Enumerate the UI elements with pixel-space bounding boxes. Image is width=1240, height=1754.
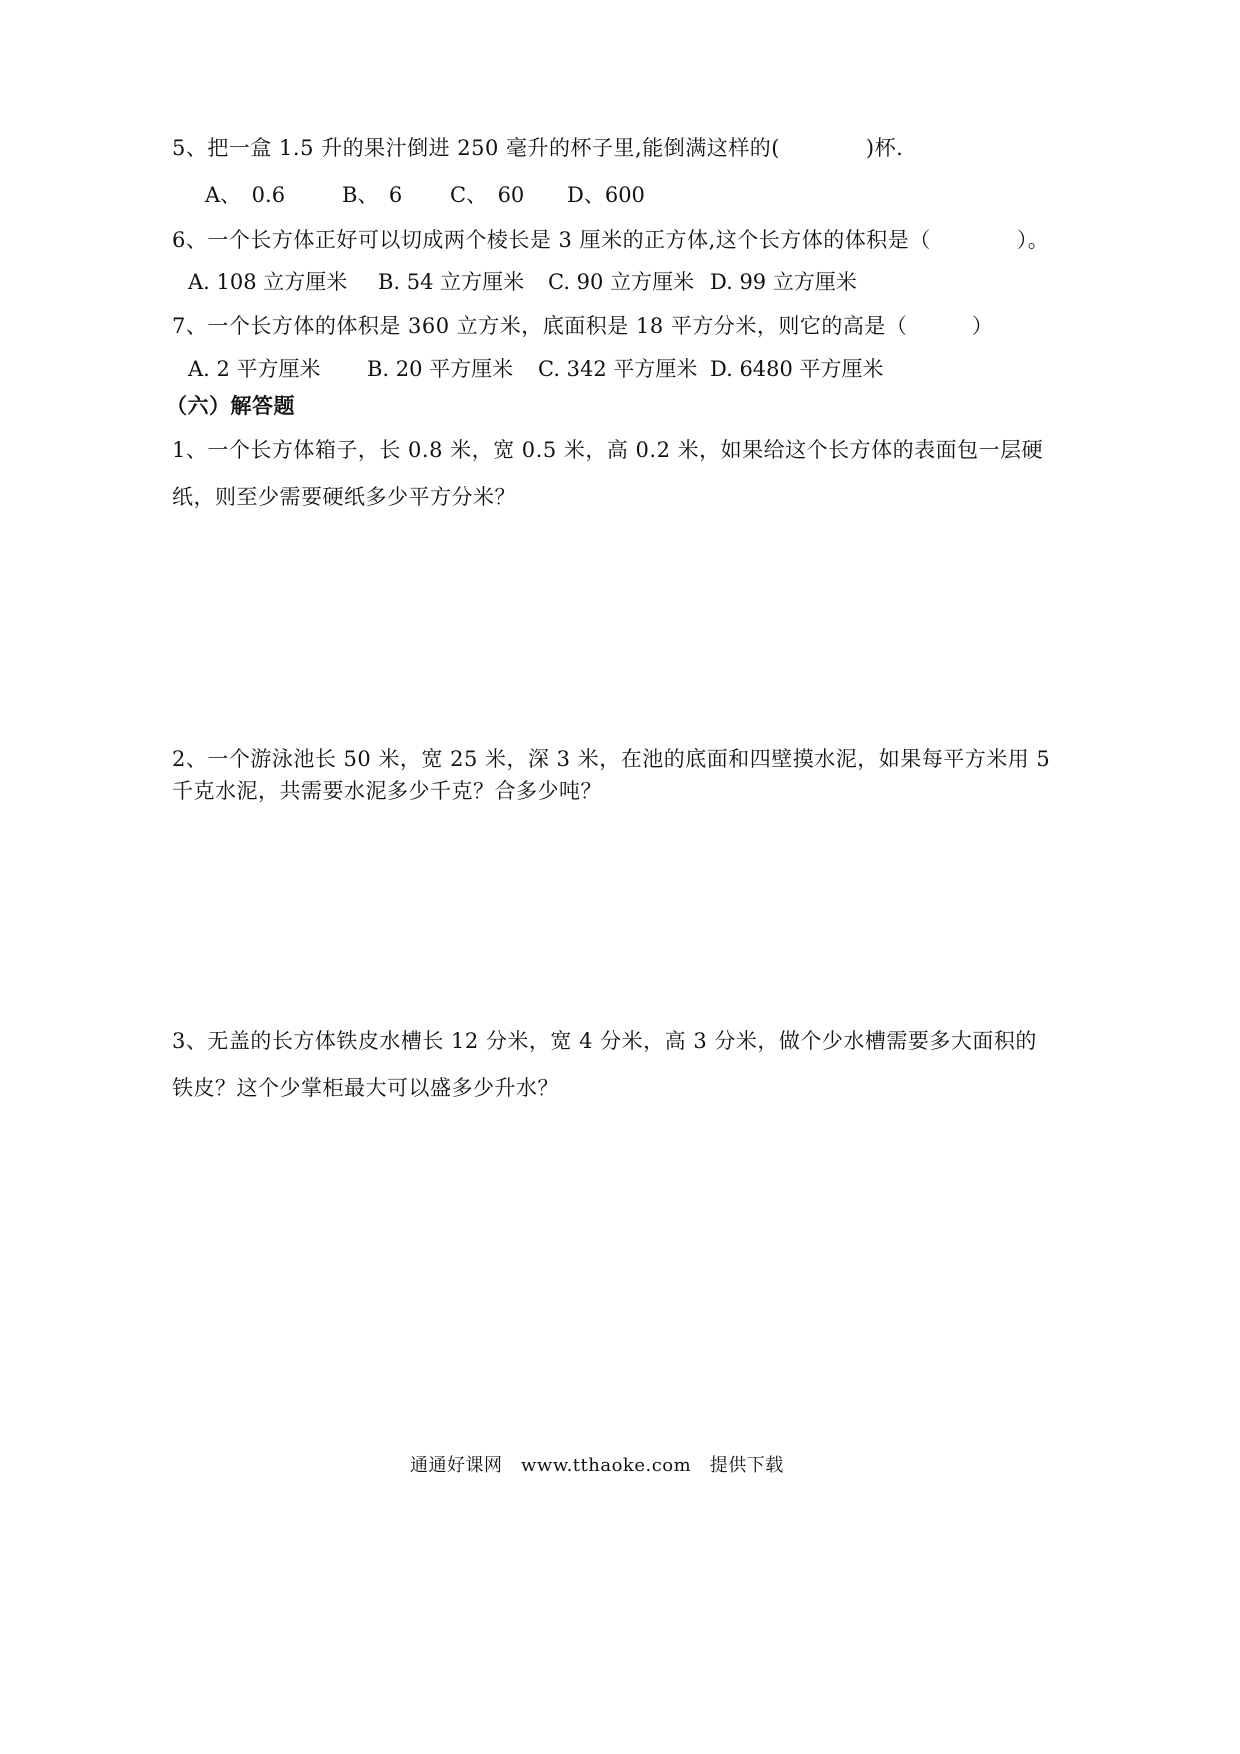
question-6-stem: 6、一个长方体正好可以切成两个棱长是 3 厘米的正方体,这个长方体的体积是（ ）。 — [172, 228, 1050, 252]
question-7-stem: 7、一个长方体的体积是 360 立方米，底面积是 18 平方分米，则它的高是（ ） — [172, 314, 994, 338]
question-5-option-b: B、 6 — [342, 183, 403, 207]
question-6-option-b: B. 54 立方厘米 — [378, 270, 525, 294]
answer-question-1-line-2: 纸，则至少需要硬纸多少平方分米？ — [172, 485, 516, 509]
question-7-option-d: D. 6480 平方厘米 — [710, 357, 884, 381]
question-6-option-d: D. 99 立方厘米 — [710, 270, 857, 294]
question-6-option-c: C. 90 立方厘米 — [548, 270, 695, 294]
answer-question-1-line-1: 1、一个长方体箱子，长 0.8 米，宽 0.5 米，高 0.2 米，如果给这个长方体的表面包一层硬 — [172, 438, 1044, 462]
question-7-option-b: B. 20 平方厘米 — [367, 357, 514, 381]
question-5-stem: 5、把一盒 1.5 升的果汁倒进 250 毫升的杯子里,能倒满这样的( )杯. — [172, 136, 904, 160]
question-5-option-a: A、 0.6 — [205, 183, 286, 207]
question-5-option-d: D、600 — [567, 183, 645, 207]
question-7-option-c: C. 342 平方厘米 — [538, 357, 698, 381]
section-heading: （六）解答题 — [166, 394, 295, 418]
question-5-option-c: C、 60 — [450, 183, 525, 207]
answer-question-3-line-2: 铁皮？这个少掌柜最大可以盛多少升水？ — [172, 1076, 559, 1100]
page-footer: 通通好课网 www.tthaoke.com 提供下载 — [410, 1455, 784, 1476]
question-7-option-a: A. 2 平方厘米 — [188, 357, 321, 381]
question-6-option-a: A. 108 立方厘米 — [188, 270, 348, 294]
answer-question-2-line-2: 千克水泥，共需要水泥多少千克？合多少吨？ — [172, 779, 602, 803]
answer-question-2-line-1: 2、一个游泳池长 50 米，宽 25 米，深 3 米，在池的底面和四壁摸水泥，如果每平方米用 5 — [172, 747, 1051, 771]
answer-question-3-line-1: 3、无盖的长方体铁皮水槽长 12 分米，宽 4 分米，高 3 分米，做个少水槽需要多大面积的 — [172, 1029, 1037, 1053]
